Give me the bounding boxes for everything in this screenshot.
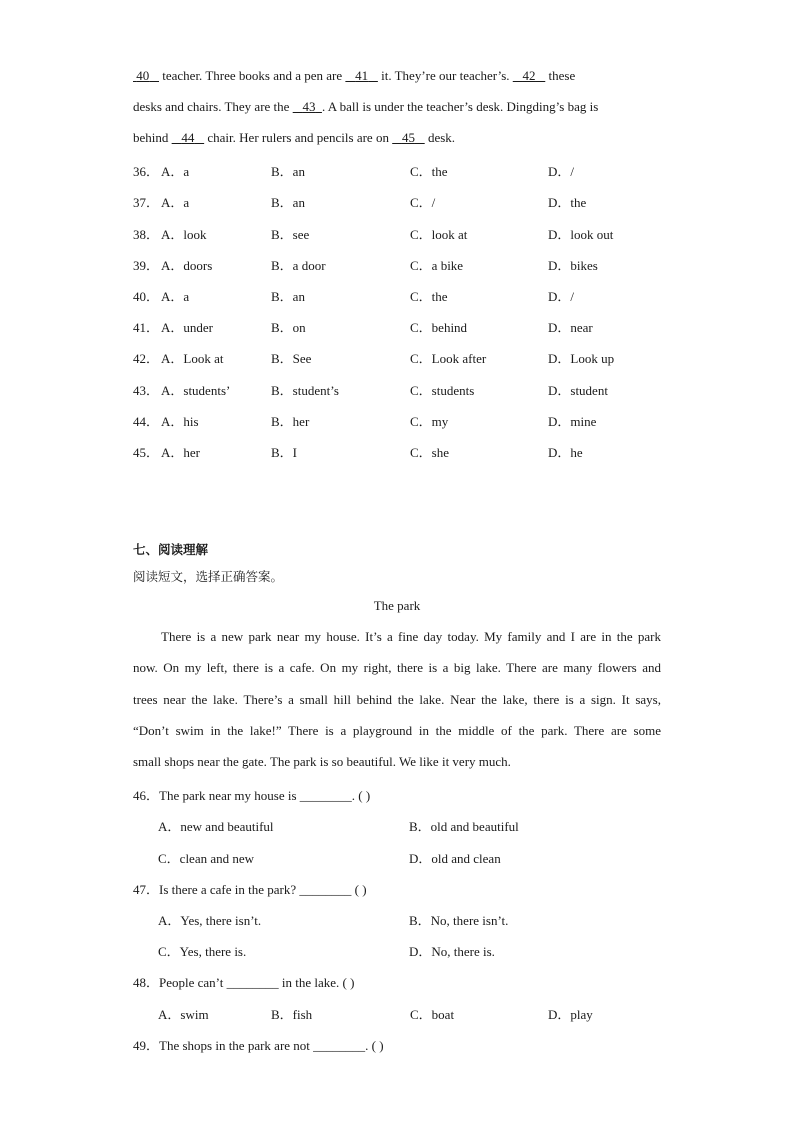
option-d[interactable]: D．look out xyxy=(548,227,614,242)
blank-44: 44 xyxy=(181,130,195,145)
option-b[interactable]: B．an xyxy=(271,195,305,210)
option-d[interactable]: D．/ xyxy=(548,164,575,179)
blank-40: 40 xyxy=(136,68,150,83)
option-b[interactable]: B．See xyxy=(271,351,312,366)
option-c[interactable]: C．my xyxy=(410,414,449,429)
cloze-text: teacher. Three books and a pen are xyxy=(159,68,346,83)
option-d[interactable]: D．near xyxy=(548,320,593,335)
passage-line: There is a new park near my house. It’s a fine day today. My family and I are in the park xyxy=(161,629,661,644)
option-a[interactable]: A．students’ xyxy=(161,383,231,398)
option-b[interactable]: B．an xyxy=(271,289,305,304)
question-number: 45． xyxy=(133,445,160,460)
q46-option-b[interactable]: B．old and beautiful xyxy=(409,819,519,834)
blank-42: 42 xyxy=(522,68,536,83)
question-49-stem: 49．The shops in the park are not ________. ( ) xyxy=(133,1038,384,1053)
option-c[interactable]: C．a bike xyxy=(410,258,464,273)
option-d[interactable]: D．he xyxy=(548,445,583,460)
section-heading: 七、阅读理解 xyxy=(133,542,209,557)
q47-option-d[interactable]: D．No, there is. xyxy=(409,944,495,959)
cloze-text: behind xyxy=(133,130,172,145)
option-b[interactable]: B．see xyxy=(271,227,310,242)
option-b[interactable]: B．I xyxy=(271,445,298,460)
option-b[interactable]: B．student’s xyxy=(271,383,339,398)
question-number: 40． xyxy=(133,289,160,304)
option-c[interactable]: C．the xyxy=(410,164,448,179)
cloze-text: . A ball is under the teacher’s desk. Dingding’s bag is xyxy=(321,99,599,114)
option-a[interactable]: A．Look at xyxy=(161,351,224,366)
q48-option-b[interactable]: B．fish xyxy=(271,1007,313,1022)
cloze-line-3 xyxy=(133,130,455,146)
passage-line: now. On my left, there is a cafe. On my right, there is a big lake. There are many flowers and xyxy=(133,660,661,675)
question-47-stem: 47．Is there a cafe in the park? ________ ( ) xyxy=(133,882,367,897)
cloze-text: desk. xyxy=(424,130,456,145)
option-b[interactable]: B．a door xyxy=(271,258,326,273)
option-a[interactable]: A．look xyxy=(161,227,207,242)
option-d[interactable]: D．mine xyxy=(548,414,597,429)
option-b[interactable]: B．on xyxy=(271,320,306,335)
passage-line: trees near the lake. There’s a small hill behind the lake. Near the lake, there is a sign. It says, xyxy=(133,692,661,707)
q46-option-d[interactable]: D．old and clean xyxy=(409,851,501,866)
option-a[interactable]: A．her xyxy=(161,445,200,460)
blank-43: 43 xyxy=(302,99,316,114)
option-a[interactable]: A．a xyxy=(161,195,190,210)
question-number: 42． xyxy=(133,351,160,366)
option-a[interactable]: A．a xyxy=(161,164,190,179)
question-number: 39． xyxy=(133,258,160,273)
option-b[interactable]: B．her xyxy=(271,414,310,429)
q48-option-c[interactable]: C．boat xyxy=(410,1007,455,1022)
q48-option-a[interactable]: A．swim xyxy=(158,1007,209,1022)
option-c[interactable]: C．students xyxy=(410,383,475,398)
option-a[interactable]: A．under xyxy=(161,320,213,335)
cloze-text: chair. Her rulers and pencils are on xyxy=(204,130,393,145)
question-48-stem: 48．People can’t ________ in the lake. ( ) xyxy=(133,975,355,990)
option-c[interactable]: C．Look after xyxy=(410,351,487,366)
blank-41: 41 xyxy=(355,68,369,83)
passage-title: The park xyxy=(373,598,421,613)
cloze-line-1 xyxy=(133,68,575,84)
option-a[interactable]: A．doors xyxy=(161,258,213,273)
cloze-text: these xyxy=(545,68,576,83)
blank-45: 45 xyxy=(401,130,415,145)
option-d[interactable]: D．student xyxy=(548,383,608,398)
q48-option-d[interactable]: D．play xyxy=(548,1007,593,1022)
option-b[interactable]: B．an xyxy=(271,164,305,179)
option-d[interactable]: D．bikes xyxy=(548,258,598,273)
question-number: 41． xyxy=(133,320,160,335)
question-number: 43． xyxy=(133,383,160,398)
q46-option-c[interactable]: C．clean and new xyxy=(158,851,255,866)
option-c[interactable]: C．the xyxy=(410,289,448,304)
passage-line: small shops near the gate. The park is so beautiful. We like it very much. xyxy=(133,754,511,769)
question-46-stem: 46．The park near my house is ________. ( ) xyxy=(133,788,371,803)
option-a[interactable]: A．his xyxy=(161,414,199,429)
question-number: 38． xyxy=(133,227,160,242)
option-a[interactable]: A．a xyxy=(161,289,190,304)
question-number: 44． xyxy=(133,414,160,429)
option-d[interactable]: D．Look up xyxy=(548,351,615,366)
option-c[interactable]: C．she xyxy=(410,445,450,460)
q47-option-b[interactable]: B．No, there isn’t. xyxy=(409,913,509,928)
question-number: 36． xyxy=(133,164,160,179)
cloze-text: it. They’re our teacher’s. xyxy=(377,68,513,83)
option-c[interactable]: C．look at xyxy=(410,227,468,242)
option-d[interactable]: D．the xyxy=(548,195,587,210)
option-c[interactable]: C．/ xyxy=(410,195,436,210)
passage-line: “Don’t swim in the lake!” There is a playground in the middle of the park. There are some xyxy=(133,723,661,738)
cloze-text: desks and chairs. They are the xyxy=(133,99,293,114)
option-c[interactable]: C．behind xyxy=(410,320,468,335)
cloze-line-2 xyxy=(133,99,598,115)
question-number: 37． xyxy=(133,195,160,210)
option-d[interactable]: D．/ xyxy=(548,289,575,304)
q47-option-a[interactable]: A．Yes, there isn’t. xyxy=(158,913,262,928)
q47-option-c[interactable]: C．Yes, there is. xyxy=(158,944,247,959)
section-instruction: 阅读短文，选择正确答案。 xyxy=(133,569,284,584)
q46-option-a[interactable]: A．new and beautiful xyxy=(158,819,274,834)
